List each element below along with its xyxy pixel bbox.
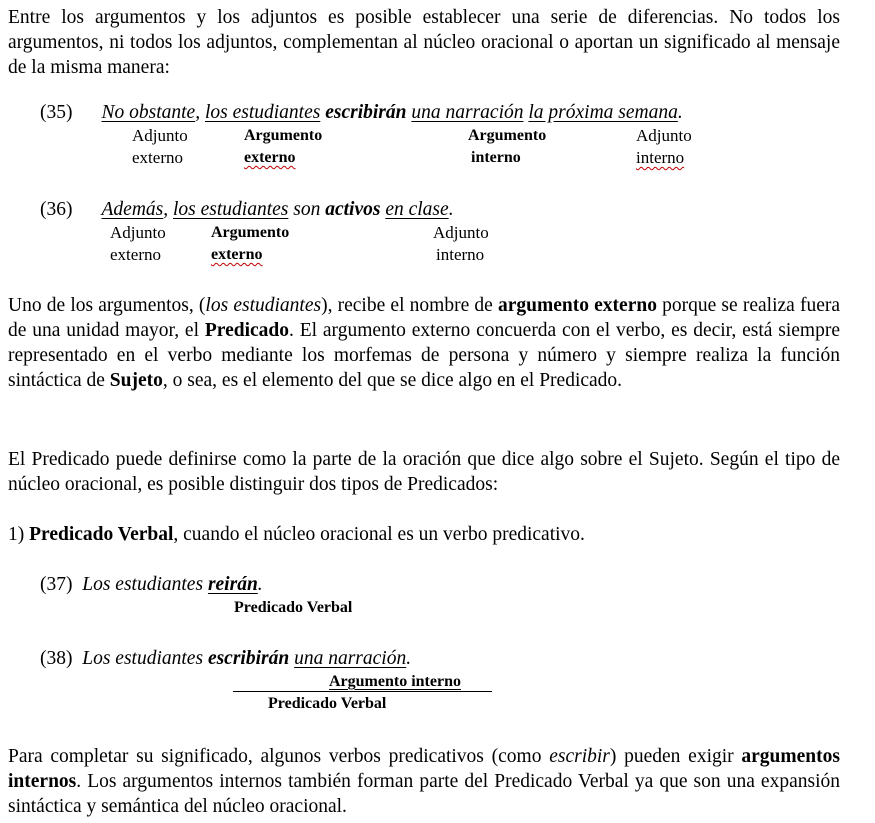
ex38-label-argument: Argumento interno (329, 673, 461, 690)
example-number: (36) (40, 199, 73, 220)
paragraph-argumentos-internos: Para completar su significado, algunos verbos predicativos (como escribir) pueden exigir argumentos internos. Los argumentos internos también forman parte del Predicado Verbal ya que son una expansión sintáctica y semántica del núcleo oracional. (8, 746, 840, 817)
intro-paragraph: Entre los argumentos y los adjuntos es posible establecer una serie de diferencias. No todos los argumentos, ni todos los adjuntos, complementan al núcleo oracional o aportan un significado al mensaje de la misma manera: (8, 7, 840, 78)
ex36-subject: los estudiantes (173, 199, 289, 220)
ex35-label-1: Adjunto externo (132, 126, 188, 167)
ex38-object: una narración (294, 648, 407, 669)
ex35-label-2: Argumento externo (244, 127, 323, 166)
ex35-label-4: Adjunto interno (636, 126, 692, 167)
ex38-label-predicate: Predicado Verbal (268, 695, 387, 712)
ex36-label-1: Adjunto externo (110, 223, 166, 264)
example-37: (37) Los estudiantes reirán. (40, 574, 263, 595)
ex38-predicate-line (233, 691, 492, 692)
ex35-verb: escribirán (325, 102, 407, 123)
ex36-adjunct-internal: en clase (385, 199, 449, 220)
example-number: (37) (40, 574, 73, 595)
ex37-label: Predicado Verbal (234, 599, 353, 616)
ex36-adjunct-external: Además (101, 199, 164, 220)
ex36-predicate: activos (325, 199, 381, 220)
example-number: (35) (40, 102, 73, 123)
example-38: (38) Los estudiantes escribirán una narración. (40, 648, 412, 669)
ex35-subject: los estudiantes (204, 102, 321, 123)
ex35-adjunct-internal: la próxima semana (528, 102, 678, 123)
ex35-object: una narración (411, 102, 524, 123)
paragraph-predicado: El Predicado puede definirse como la parte de la oración que dice algo sobre el Sujeto. Según el tipo de núcleo oracional, es posible distinguir dos tipos de Predicados: (8, 449, 840, 495)
example-number: (38) (40, 648, 73, 669)
ex38-verb: escribirán (207, 648, 290, 669)
ex37-verb: reirán (207, 574, 258, 595)
paragraph-argumento-externo: Uno de los argumentos, (los estudiantes), recibe el nombre de argumento externo porque se realiza fuera de una unidad mayor, el Predicado. El argumento externo concuerda con el verbo, es decir, está siempre representado en el verbo mediante los morfemas de persona y número y siempre realiza la función sintáctica de Sujeto, o sea, es el elemento del que se dice algo en el Predicado. (8, 295, 841, 391)
ex35-label-3: Argumento interno (468, 127, 547, 166)
ex36-label-3: Adjunto interno (433, 223, 489, 264)
ex36-label-2: Argumento externo (211, 224, 290, 263)
ex35-adjunct-external: No obstante (101, 102, 196, 123)
item-predicado-verbal: 1) Predicado Verbal, cuando el núcleo oracional es un verbo predicativo. (8, 524, 585, 545)
example-35: (35) No obstante, los estudiantes escribirán una narración la próxima semana. (40, 102, 683, 123)
example-36: (36) Además, los estudiantes son activos en clase. (40, 199, 454, 220)
